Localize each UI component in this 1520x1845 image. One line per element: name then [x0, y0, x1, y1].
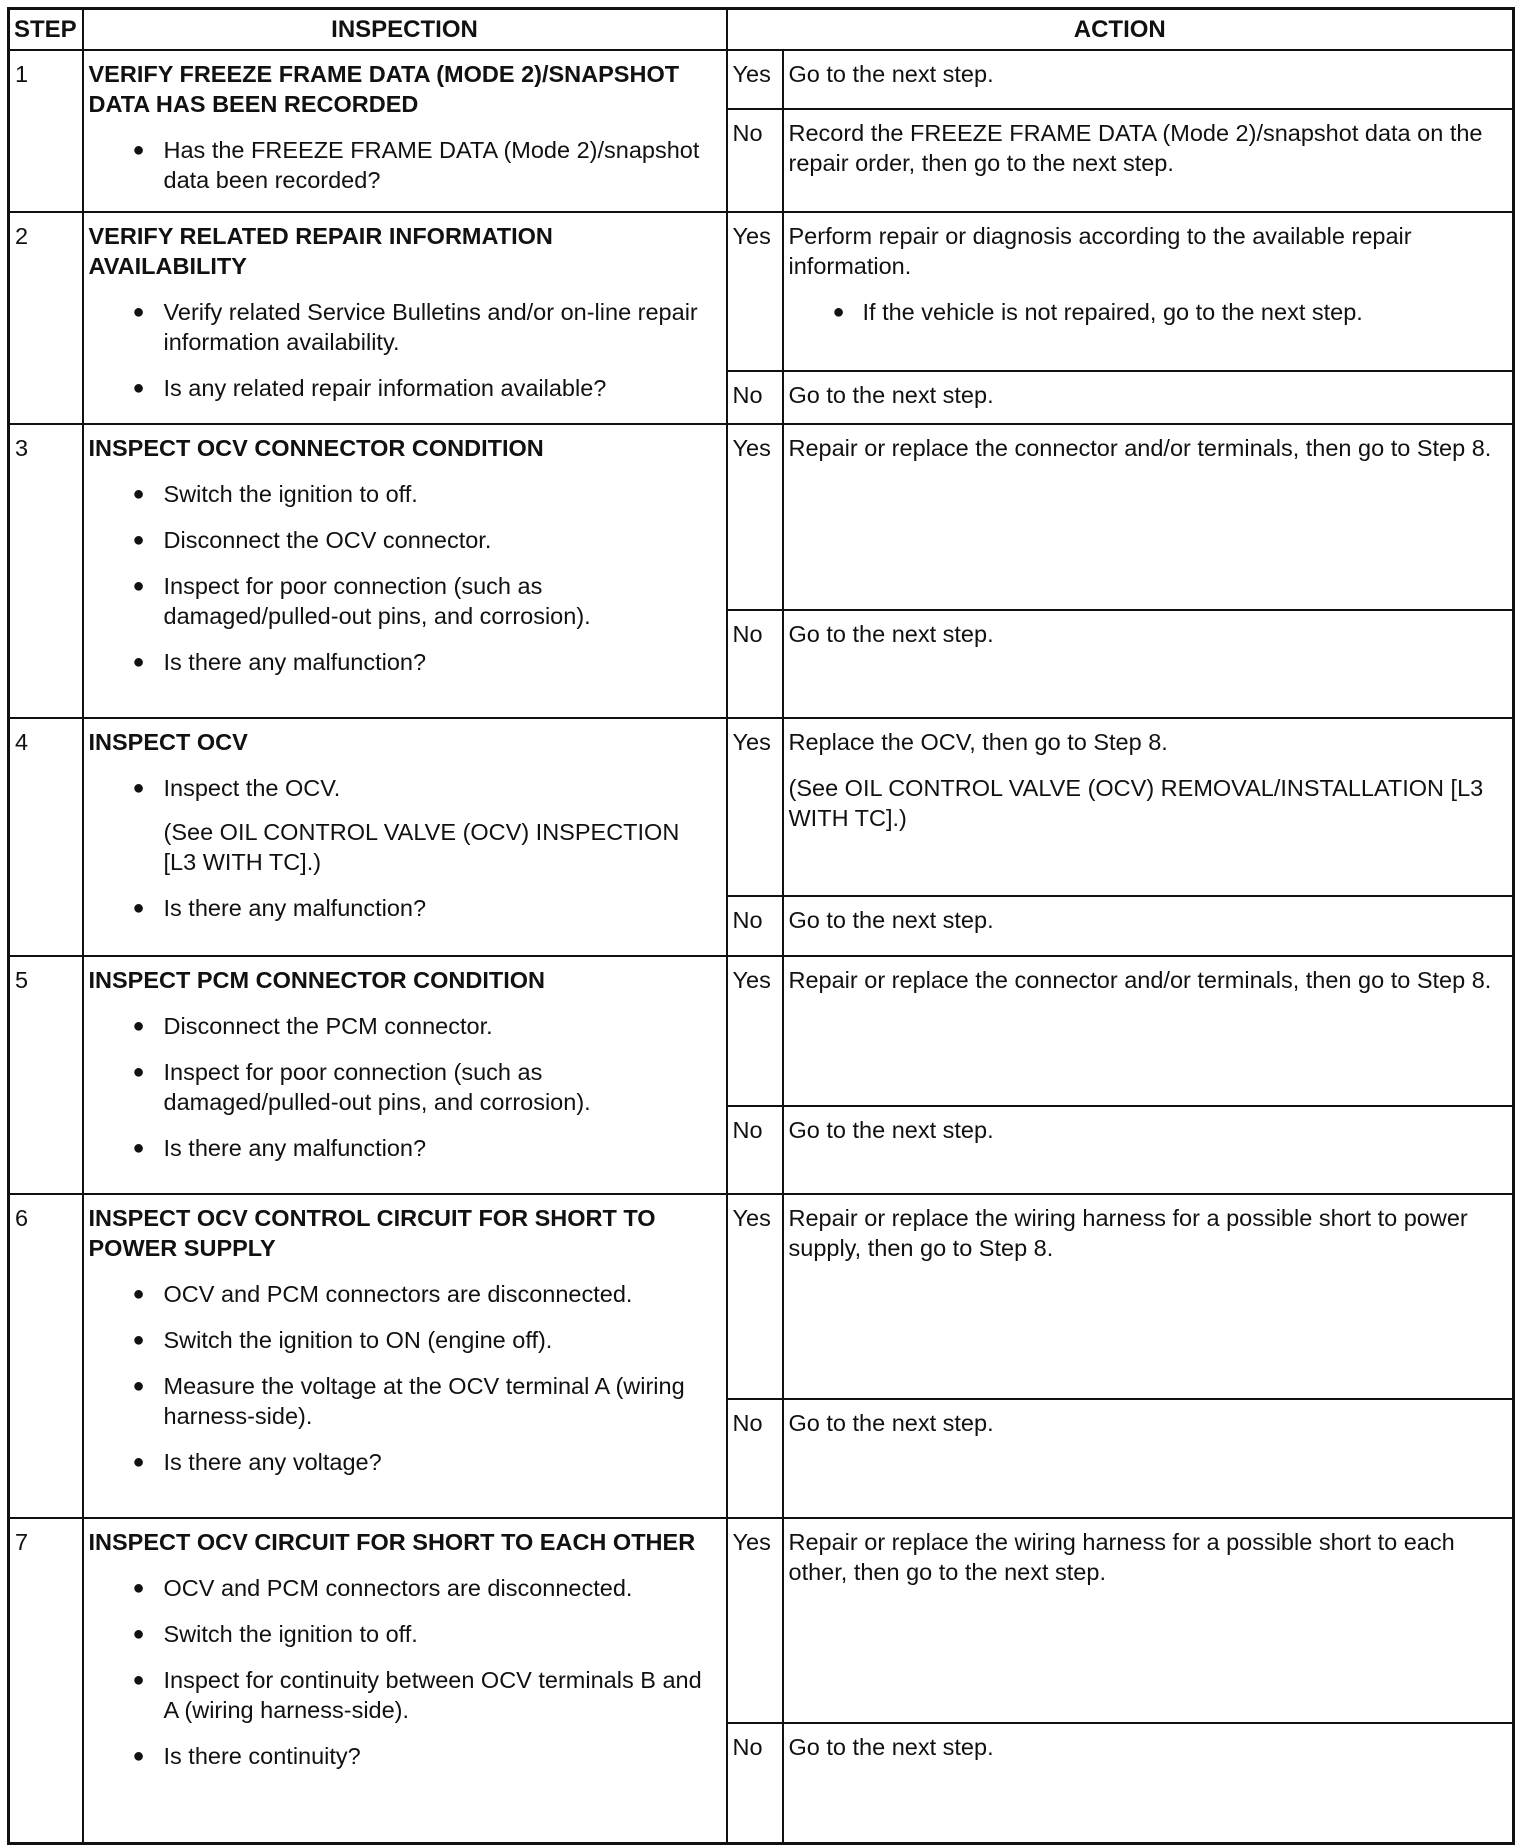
- inspection-bullet: ● Measure the voltage at the OCV terminal A (wiring harness-side).: [89, 1371, 712, 1431]
- action-column-header: ACTION: [727, 9, 1514, 51]
- inspection-bullet: ● Has the FREEZE FRAME DATA (Mode 2)/snapshot data been recorded?: [89, 135, 712, 195]
- no-action: Go to the next step.: [783, 371, 1514, 424]
- step-number: 6: [9, 1194, 83, 1518]
- action-bullets: [789, 297, 1503, 327]
- inspection-bullet: ● OCV and PCM connectors are disconnected.: [89, 1279, 712, 1309]
- step-column-header: STEP: [9, 9, 83, 51]
- step-2-yes-row: [9, 212, 1514, 371]
- no-action: Go to the next step.: [783, 896, 1514, 956]
- inspection-bullet: ● Switch the ignition to off.: [89, 479, 712, 509]
- inspection-reference-note: (See OIL CONTROL VALVE (OCV) INSPECTION [L3 WITH TC].): [163, 819, 680, 875]
- no-action: Go to the next step.: [783, 1106, 1514, 1194]
- yes-reference-note: (See OIL CONTROL VALVE (OCV) REMOVAL/INSTALLATION [L3 WITH TC].): [788, 775, 1484, 831]
- inspection-bullet: ● Verify related Service Bulletins and/or on-line repair information availability.: [89, 297, 712, 357]
- no-action: Go to the next step.: [783, 1723, 1514, 1843]
- inspection-bullet: ● Is there any malfunction?: [89, 647, 712, 677]
- diagnostic-table: [7, 7, 1515, 1845]
- yes-label: Yes: [727, 718, 783, 896]
- no-label: No: [727, 1723, 783, 1843]
- inspection-bullet: ● Inspect for poor connection (such as damaged/pulled-out pins, and corrosion).: [89, 571, 712, 631]
- inspection-cell: [83, 1194, 727, 1518]
- yes-action: Repair or replace the connector and/or terminals, then go to Step 8.: [783, 956, 1514, 1106]
- inspection-cell: [83, 424, 727, 718]
- inspection-cell: [83, 956, 727, 1194]
- no-action: Go to the next step.: [783, 1399, 1514, 1518]
- yes-label: Yes: [727, 1518, 783, 1723]
- diagnostic-procedure-sheet: [7, 7, 1512, 1833]
- inspection-bullets: [89, 1279, 712, 1477]
- inspection-cell: [83, 212, 727, 424]
- inspection-bullet: ● Inspect for continuity between OCV terminals B and A (wiring harness-side).: [89, 1665, 712, 1725]
- inspection-bullets: [89, 1573, 712, 1771]
- inspection-bullets: [89, 1011, 712, 1163]
- no-label: No: [727, 1399, 783, 1518]
- yes-label: Yes: [727, 1194, 783, 1399]
- no-label: No: [727, 371, 783, 424]
- inspection-column-header: INSPECTION: [83, 9, 727, 51]
- step-1-yes-row: [9, 50, 1514, 109]
- step-7-yes-row: [9, 1518, 1514, 1723]
- yes-label: Yes: [727, 212, 783, 371]
- yes-action: Perform repair or diagnosis according to the available repair information.: [788, 223, 1412, 279]
- inspection-title: INSPECT OCV CONNECTOR CONDITION: [88, 435, 544, 461]
- step-5-yes-row: [9, 956, 1514, 1106]
- inspection-bullet: ● Switch the ignition to off.: [89, 1619, 712, 1649]
- no-label: No: [727, 610, 783, 718]
- step-6-yes-row: [9, 1194, 1514, 1399]
- inspection-bullet: ● Is there any malfunction?: [89, 1133, 712, 1163]
- step-number: 4: [9, 718, 83, 956]
- inspection-title: VERIFY FREEZE FRAME DATA (MODE 2)/SNAPSHOT DATA HAS BEEN RECORDED: [88, 61, 680, 117]
- inspection-bullet: ● OCV and PCM connectors are disconnected.: [89, 1573, 712, 1603]
- no-label: No: [727, 109, 783, 212]
- step-number: 7: [9, 1518, 83, 1843]
- inspection-bullet: ● Inspect for poor connection (such as damaged/pulled-out pins, and corrosion).: [89, 1057, 712, 1117]
- step-4-yes-row: [9, 718, 1514, 896]
- yes-action-cell: [783, 718, 1514, 896]
- inspection-bullets: [89, 135, 712, 195]
- inspection-cell: [83, 1518, 727, 1843]
- yes-label: Yes: [727, 956, 783, 1106]
- inspection-bullet: ● Inspect the OCV.: [89, 773, 712, 803]
- step-number: 5: [9, 956, 83, 1194]
- inspection-title: INSPECT OCV CONTROL CIRCUIT FOR SHORT TO POWER SUPPLY: [88, 1205, 656, 1261]
- inspection-bullet: ● Disconnect the PCM connector.: [89, 1011, 712, 1041]
- no-action: Record the FREEZE FRAME DATA (Mode 2)/snapshot data on the repair order, then go to the next step.: [783, 109, 1514, 212]
- yes-action: Repair or replace the wiring harness for a possible short to power supply, then go to Step 8.: [783, 1194, 1514, 1399]
- inspection-bullets: [89, 479, 712, 677]
- inspection-bullet: ● Is there any voltage?: [89, 1447, 712, 1477]
- inspection-title: INSPECT OCV CIRCUIT FOR SHORT TO EACH OTHER: [88, 1529, 696, 1555]
- action-bullet: ● If the vehicle is not repaired, go to the next step.: [789, 297, 1503, 327]
- inspection-bullets: [89, 297, 712, 403]
- inspection-bullet: ● Switch the ignition to ON (engine off).: [89, 1325, 712, 1355]
- no-action: Go to the next step.: [783, 610, 1514, 718]
- yes-action-cell: [783, 212, 1514, 371]
- no-label: No: [727, 1106, 783, 1194]
- inspection-bullet: ● Is there any malfunction?: [89, 893, 712, 923]
- inspection-title: VERIFY RELATED REPAIR INFORMATION AVAILABILITY: [88, 223, 553, 279]
- inspection-title: INSPECT PCM CONNECTOR CONDITION: [88, 967, 546, 993]
- table-header-row: [9, 9, 1514, 51]
- step-number: 2: [9, 212, 83, 424]
- step-3-yes-row: [9, 424, 1514, 610]
- yes-action: Replace the OCV, then go to Step 8.: [788, 729, 1168, 755]
- step-number: 3: [9, 424, 83, 718]
- yes-action: Repair or replace the connector and/or terminals, then go to Step 8.: [783, 424, 1514, 610]
- inspection-bullet: ● Is there continuity?: [89, 1741, 712, 1771]
- yes-label: Yes: [727, 50, 783, 109]
- yes-action: Repair or replace the wiring harness for a possible short to each other, then go to the next step.: [783, 1518, 1514, 1723]
- inspection-bullets: [89, 893, 712, 923]
- yes-action: Go to the next step.: [783, 50, 1514, 109]
- no-label: No: [727, 896, 783, 956]
- inspection-bullet: ● Is any related repair information available?: [89, 373, 712, 403]
- yes-label: Yes: [727, 424, 783, 610]
- inspection-cell: [83, 718, 727, 956]
- step-number: 1: [9, 50, 83, 212]
- inspection-bullets: [89, 773, 712, 803]
- inspection-bullet: ● Disconnect the OCV connector.: [89, 525, 712, 555]
- inspection-title: INSPECT OCV: [88, 729, 248, 755]
- inspection-cell: [83, 50, 727, 212]
